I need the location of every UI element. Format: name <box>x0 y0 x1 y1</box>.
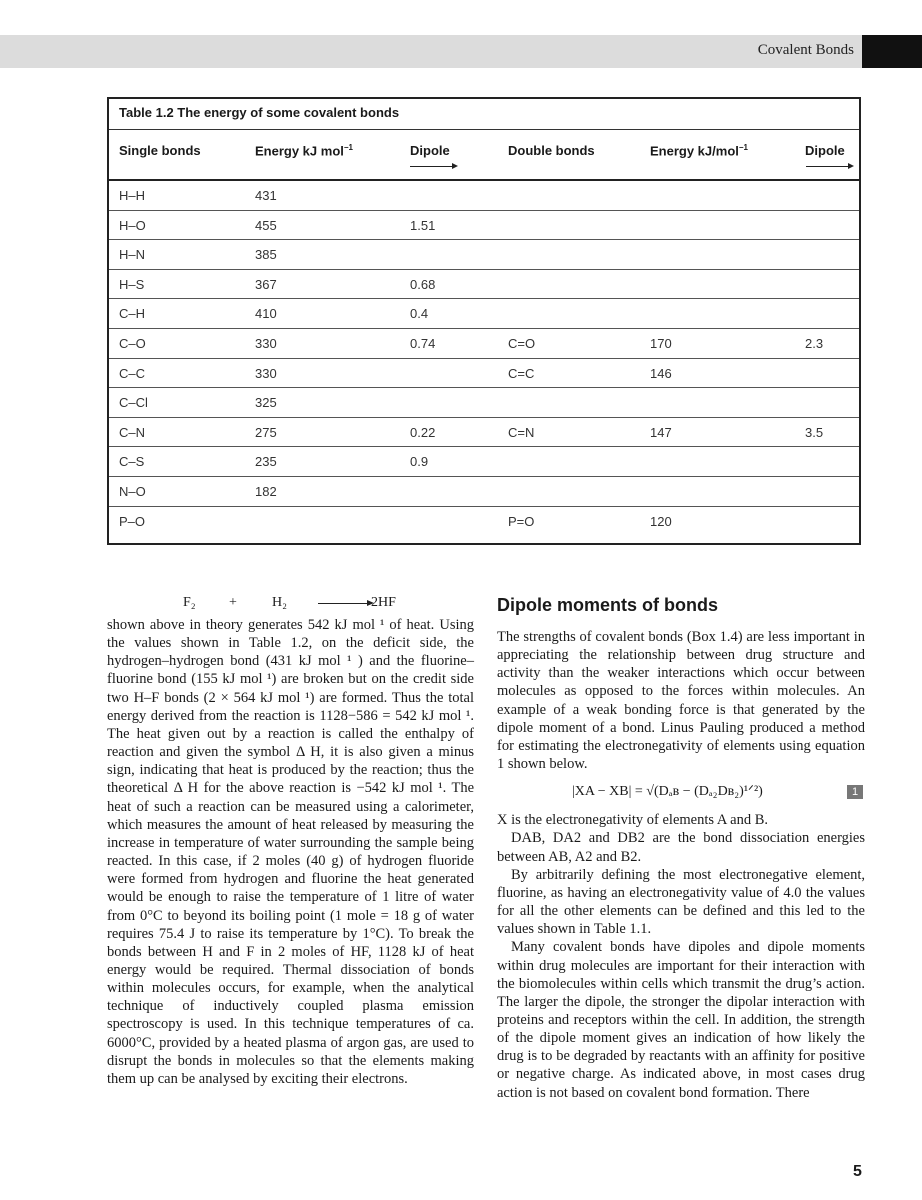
cell-energy-2: 147 <box>650 424 672 440</box>
cell-dipole-1: 0.22 <box>410 424 436 440</box>
reactant-f2: F₂ <box>183 595 196 610</box>
table-header-row <box>109 130 859 178</box>
body-paragraph: The strengths of covalent bonds (Box 1.4) are less important in appreciating the relationship between drug structure and activity than the weaker interactions which occur between molecules as opposed to the forces within molecules. An example of a weak bonding force is that generated by the dipole moment of a bond. Linus Pauling produced a method for estimating the electronegativity of elements using equation 1 shown below. <box>497 629 865 773</box>
cell-dipole-1: 0.74 <box>410 335 436 351</box>
body-paragraph: shown above in theory generates 542 kJ mol ¹ of heat. Using the values shown in Table 1.2, on the deficit side, the hydrogen–hydrogen bond (431 kJ mol ¹ ) and the fluorine–fluorine bond (155 kJ mol ¹) are broken but on the credit side two H–F bonds (2 × 564 kJ mol ¹) are formed. Thus the total energy derived from the reaction is 1128−586 = 542 kJ mol ¹. The heat given out by a reaction is called the enthalpy of reaction and given the symbol Δ H, it is also given a minus sign, indicating that heat is produced by the reaction; thus the theoretical Δ H for the above reaction is −542 kJ mol ¹. The heat of such a reaction can be measured using a calorimeter, which measures the amount of heat released by measuring the increase in temperature of water surrounding the sample being reacted. In this case, if 2 moles (40 g) of hydrogen fluoride were formed from hydrogen and fluorine the heat generated would be enough to raise the temperature of 1 litre of water from 0°C to beyond its boiling point (1 mole = 18 g of water requires 75.4 J to raise its temperature by 1°C). To break the bonds between H and F in 2 moles of HF, 1128 kJ of heat energy would be required. Thermal dissociation of bonds within molecules occurs, for example, when the analytical technique of inductively coupled plasma emission spectroscopy is used. In this technique temperatures of ca. 6000°C, provided by a heated plasma of argon gas, are used to disrupt the bonds in molecules so that the elements making them up can be analysed by exciting their electrons. <box>107 617 474 1087</box>
cell-double-bond: C=C <box>508 365 535 381</box>
cell-single-bond: C–O <box>119 335 146 351</box>
cell-dipole-1: 0.9 <box>410 454 429 470</box>
cell-energy-2: 120 <box>650 513 672 529</box>
plus-sign: + <box>229 595 237 610</box>
header-thumb-tab <box>862 35 922 68</box>
cell-dipole-2: 2.3 <box>805 335 824 351</box>
table-body <box>109 181 859 536</box>
cell-dipole-1: 1.51 <box>410 217 436 233</box>
reactant-h2: H₂ <box>272 595 287 610</box>
section-heading: Dipole moments of bonds <box>497 595 719 615</box>
cell-energy-1: 385 <box>255 247 277 263</box>
cell-single-bond: C–Cl <box>119 395 148 411</box>
cell-energy-1: 410 <box>255 306 277 322</box>
table-row <box>109 507 859 537</box>
cell-dipole-2: 3.5 <box>805 424 824 440</box>
table-row <box>109 181 859 211</box>
cell-dipole-1: 0.4 <box>410 306 429 322</box>
body-paragraph: Many covalent bonds have dipoles and dipole moments within drug molecules are important for their interaction with the biomolecules within cells which transmit the drug’s action. The larger the dipole, the stronger the dipolar interaction with proteins and receptors within the cell. In addition, the strength of the dipole moment gives an indication of how likely the drug is to be degraded by reactants with an affinity for positive or negative charge. As indicated above, in most cases drug action is not based on covalent bond formation. There <box>497 939 865 1101</box>
right-column <box>497 594 865 1102</box>
header-dipole-2: Dipole <box>805 143 845 158</box>
cell-energy-2: 146 <box>650 365 672 381</box>
dipole-arrow-icon <box>806 166 852 167</box>
cell-energy-2: 170 <box>650 335 672 351</box>
running-header-title: Covalent Bonds <box>757 42 854 58</box>
reaction-equation <box>107 594 474 616</box>
table-row <box>109 359 859 389</box>
table-row <box>109 477 859 507</box>
cell-single-bond: C–N <box>119 424 146 440</box>
running-header <box>0 35 862 68</box>
left-column <box>107 594 474 1088</box>
cell-double-bond: C=N <box>508 424 535 440</box>
cell-energy-1: 455 <box>255 217 277 233</box>
table-row <box>109 299 859 329</box>
cell-energy-1: 431 <box>255 188 277 203</box>
cell-single-bond: H–S <box>119 276 145 292</box>
table-caption: Table 1.2 The energy of some covalent bonds <box>119 105 400 120</box>
header-energy-1: Energy kJ mol$^{-1}$ <box>255 143 353 159</box>
cell-double-bond: P=O <box>508 513 535 529</box>
cell-dipole-1: 0.68 <box>410 276 436 292</box>
body-paragraph: By arbitrarily defining the most electronegative element, fluorine, as having an electronegativity value of 4.0 the values for all the other elements can be defined and this led to the values shown in Table 1.1. <box>497 866 865 938</box>
table-row <box>109 418 859 448</box>
cell-single-bond: H–O <box>119 217 146 233</box>
cell-single-bond: P–O <box>119 513 146 529</box>
table-row <box>109 388 859 418</box>
body-paragraph: DAB, DA2 and DB2 are the bond dissociation energies between AB, A2 and B2. <box>497 830 865 865</box>
header-single-bonds: Single bonds <box>119 143 201 158</box>
page-number: 5 <box>853 1163 862 1180</box>
cell-energy-1: 330 <box>255 335 277 351</box>
cell-single-bond: H–N <box>119 247 146 263</box>
cell-energy-1: 182 <box>255 483 277 499</box>
pauling-equation <box>497 779 865 807</box>
table-row <box>109 240 859 270</box>
cell-energy-1: 275 <box>255 424 277 440</box>
body-paragraph: X is the electronegativity of elements A and B. <box>497 812 769 829</box>
cell-energy-1: 235 <box>255 454 277 470</box>
cell-single-bond: C–C <box>119 365 146 381</box>
reaction-arrow-icon <box>318 603 372 604</box>
cell-single-bond: C–S <box>119 454 145 470</box>
cell-energy-1: 325 <box>255 395 277 411</box>
cell-energy-1: 330 <box>255 365 277 381</box>
equation-text: |XA − XB| = √(Dₐʙ − (Dₐ₂Dʙ₂)¹ᐟ²) <box>572 784 763 800</box>
table-row <box>109 447 859 477</box>
cell-energy-1: 367 <box>255 276 277 292</box>
cell-single-bond: H–H <box>119 188 146 203</box>
dipole-arrow-icon <box>410 166 456 167</box>
cell-single-bond: N–O <box>119 483 146 499</box>
cell-double-bond: C=O <box>508 335 536 351</box>
table-row <box>109 211 859 241</box>
equation-number-badge: 1 <box>847 785 863 799</box>
cell-single-bond: C–H <box>119 306 146 322</box>
header-dipole-1: Dipole <box>410 143 450 158</box>
bond-energy-table <box>107 97 861 545</box>
header-energy-2: Energy kJ/mol$^{-1}$ <box>650 143 748 159</box>
table-row <box>109 329 859 359</box>
table-row <box>109 270 859 300</box>
header-double-bonds: Double bonds <box>508 143 595 158</box>
product-2hf: 2HF <box>371 595 396 610</box>
